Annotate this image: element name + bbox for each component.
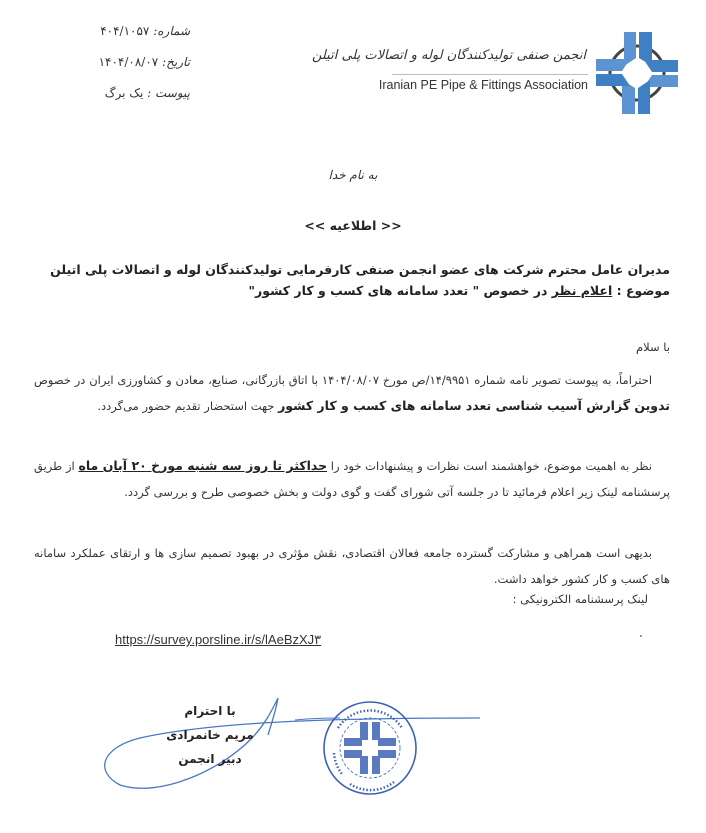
official-stamp-icon [320,698,420,798]
signature-closing: با احترام [184,704,236,718]
paragraph-3: بدیهی است همراهی و مشارکت گسترده جامعه فعالان اقتصادی، نقش مؤثری در بهبود تصمیم سازی ها و ارتقای عملکرد سامانه های کسب و کار کشور خواهد داشت. [34,546,670,586]
subject-label: موضوع : [616,283,670,298]
logo-name-en: Iranian PE Pipe & Fittings Association [378,78,588,92]
signature-title: دبیر انجمن [178,752,242,766]
letter-date [60,55,190,69]
paragraph-2-text-a: نظر به اهمیت موضوع، خواهشمند است نظرات و پیشنهادات خود را [327,459,652,473]
letter-date-label: تاریخ: [162,55,190,69]
letter-date-value: ۱۴۰۴/۰۸/۰۷ [98,55,159,69]
notice-title: << اطلاعیه >> [304,218,402,233]
letter-number-value: ۴۰۴/۱۰۵۷ [100,24,150,38]
paragraph-1-text-b: جهت استحضار تقدیم حضور می‌گردد. [97,399,279,413]
subject-line [249,283,670,298]
letter-attachment-value: یک برگ [104,86,144,100]
subject-rest: در خصوص " تعدد سامانه های کسب و کار کشور" [248,283,548,298]
paragraph-2-deadline: حداکثر تا روز سه شنبه مورخ ۲۰ آبان ماه [78,458,328,473]
letter-attachment-label: پیوست : [147,86,190,100]
paragraph-1-text-a: احتراماً، به پیوست تصویر نامه شماره ۱۴/۹۹۵۱/ص مورخ ۱۴۰۴/۰۸/۰۷ با اتاق بازرگانی، صنایع، معادن و کشاورزی ایران در خصوص [34,373,653,387]
letter-number [60,24,190,38]
survey-link-label: لینک پرسشنامه الکترونیکی : [512,592,648,606]
association-logo [311,30,686,120]
paragraph-2 [34,453,670,505]
paragraph-1 [34,367,670,419]
letter-attachment [60,86,190,100]
paragraph-1-bold: تدوین گزارش آسیب شناسی تعدد سامانه های کسب و کار کشور [278,398,670,413]
survey-link[interactable]: https://survey.porsline.ir/s/lAeBzXJ۳ [115,632,322,647]
paragraph-2-text-b: از طریق پرسشنامه لینک زیر اعلام فرمائید تا در جلسه آتی شورای گفت و گوی دولت و بخش خصوصی طرح و بررسی گردد. [34,459,670,499]
logo-cross-icon [594,30,680,116]
letter-number-label: شماره: [153,24,190,38]
logo-name-fa: انجمن صنفی تولیدکنندگان لوله و اتصالات پلی اتیلن [311,48,586,63]
logo-divider [392,74,588,75]
speck [640,635,642,637]
invocation: به نام خدا [328,168,378,182]
addressee: مدیران عامل محترم شرکت های عضو انجمن صنفی کارفرمایی تولیدکنندگان لوله و اتصالات پلی اتیلن [50,262,670,277]
signature-name: مریم خانمرادی [166,728,254,742]
subject-underlined: اعلام نظر [551,283,613,298]
greeting: با سلام [636,340,670,354]
